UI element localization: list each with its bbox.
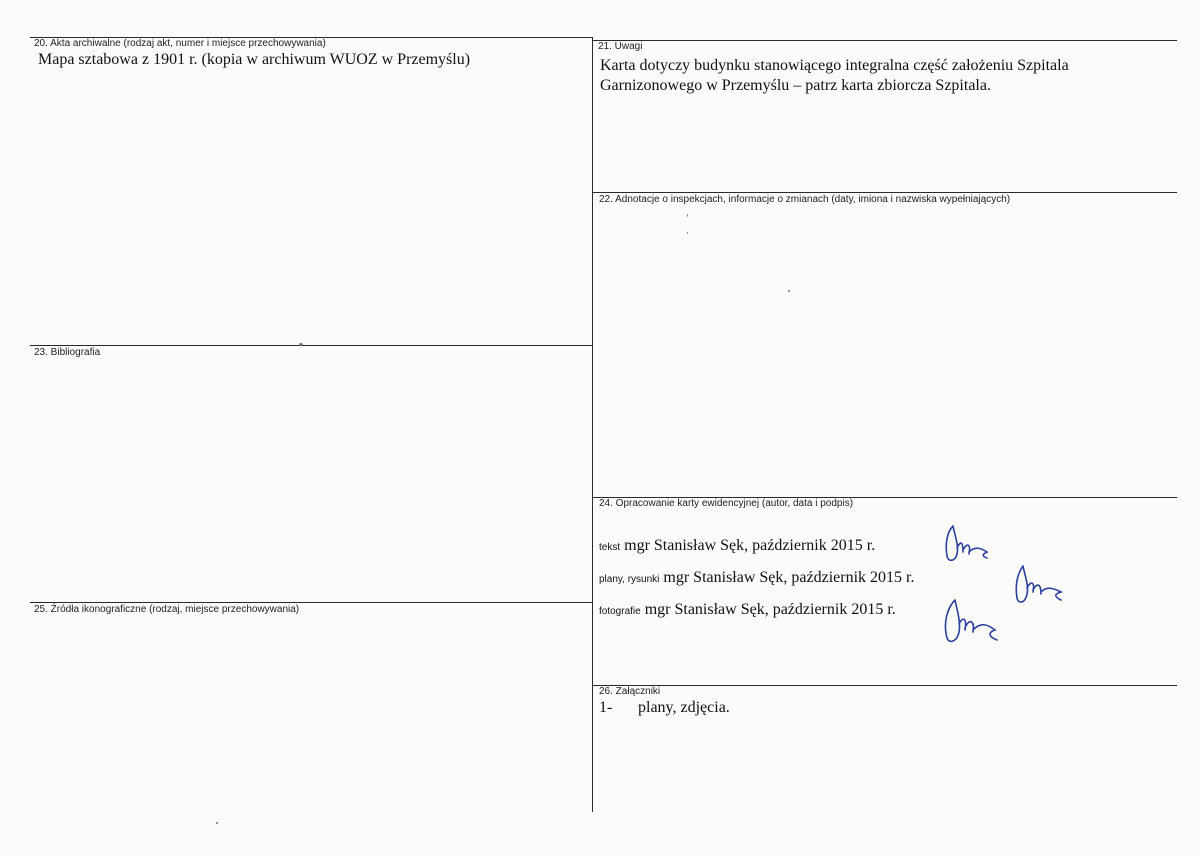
rule-22 <box>592 192 1177 193</box>
entry-value: mgr Stanisław Sęk, październik 2015 r. <box>624 537 876 554</box>
section-22-label: 22. Adnotacje o inspekcjach, informacje o zmianach (daty, imiona i nazwiska wypełniających) <box>599 194 1011 205</box>
scan-speck <box>687 214 688 217</box>
signature-1 <box>935 522 995 566</box>
entry-prefix: plany, rysunki <box>599 574 660 585</box>
rule-25 <box>30 602 592 603</box>
rule-23 <box>30 345 592 346</box>
scan-speck <box>299 343 303 346</box>
section-20-label: 20. Akta archiwalne (rodzaj akt, numer i miejsce przechowywania) <box>34 38 326 49</box>
entry-prefix: tekst <box>599 542 621 553</box>
scan-speck <box>216 822 218 824</box>
section-24-entry-text <box>599 536 875 558</box>
section-26-item-text: plany, zdjęcia. <box>638 699 730 716</box>
entry-value: mgr Stanisław Sęk, październik 2015 r. <box>663 569 915 586</box>
section-24-entry-plans <box>599 568 914 590</box>
rule-top-right <box>592 40 1177 41</box>
entry-value: mgr Stanisław Sęk, październik 2015 r. <box>644 601 896 618</box>
section-21-line-2: Garnizonowego w Przemyślu – patrz karta zbiorcza Szpitala. <box>600 77 991 94</box>
entry-prefix: fotografie <box>599 606 641 617</box>
section-20-text: Mapa sztabowa z 1901 r. (kopia w archiwum WUOZ w Przemyślu) <box>38 51 471 68</box>
section-26-item-number: 1- <box>599 699 613 716</box>
scan-speck <box>788 290 790 292</box>
section-21-label: 21. Uwagi <box>598 41 643 52</box>
signature-3 <box>935 596 1007 648</box>
signature-2 <box>1005 562 1067 608</box>
rule-26 <box>592 685 1177 686</box>
section-25-label: 25. Źródła ikonograficzne (rodzaj, miejsce przechowywania) <box>34 604 300 615</box>
section-21-line-1: Karta dotyczy budynku stanowiącego integralna część założeniu Szpitala <box>600 57 1069 74</box>
section-26-label: 26. Załączniki <box>599 686 661 697</box>
section-23-label: 23. Bibliografia <box>34 347 101 358</box>
scan-speck <box>687 232 688 234</box>
center-divider <box>592 37 593 812</box>
section-24-label: 24. Opracowanie karty ewidencyjnej (autor, data i podpis) <box>599 498 854 509</box>
section-24-entry-photos <box>599 600 896 622</box>
